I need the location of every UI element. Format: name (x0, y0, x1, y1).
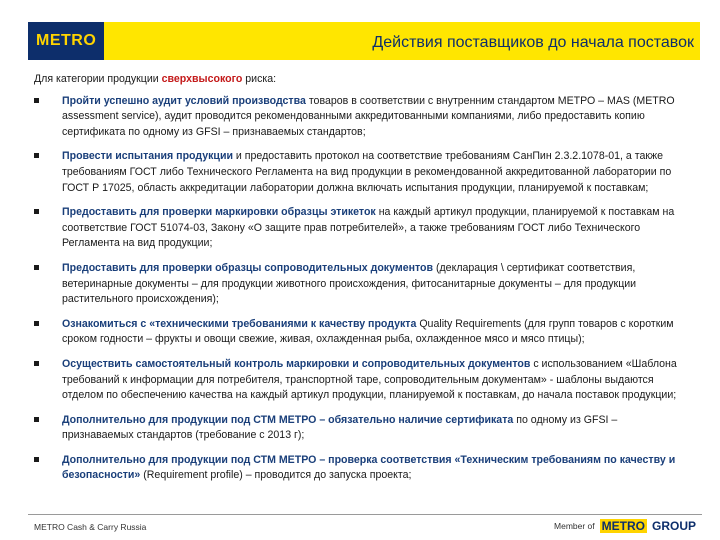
item-lead: Дополнительно для продукции под СТМ МЕТРО – проверка соответствия «Техническим требованиям по качеству и безопасности» (62, 453, 676, 482)
list-item (34, 453, 684, 484)
metro-logo (28, 22, 104, 60)
list-item (34, 261, 684, 308)
bullet-square-icon (34, 417, 39, 422)
footer-brand (554, 519, 696, 533)
intro-highlight: сверхвысокого (161, 73, 243, 85)
list-item (34, 94, 684, 141)
bullet-square-icon (34, 457, 39, 462)
metro-group-logo-group: GROUP (651, 519, 696, 533)
intro-prefix: Для категории продукции (34, 73, 159, 85)
item-lead: Провести испытания продукции (62, 150, 233, 163)
list-item (34, 149, 684, 196)
page-title: Действия поставщиков до начала поставок (372, 34, 694, 51)
bullet-square-icon (34, 361, 39, 366)
logo-text: METRO (36, 32, 97, 49)
intro-suffix: риска: (245, 73, 277, 85)
item-lead: Предоставить для проверки образцы сопроводительных документов (62, 261, 434, 274)
list-item (34, 317, 684, 348)
list-item (34, 357, 684, 404)
metro-group-logo-metro: METRO (601, 519, 645, 533)
item-lead: Пройти успешно аудит условий производства (62, 94, 306, 107)
item-text: по одному из GFSI – признаваемых стандартов (требование с 2013 г); (62, 413, 618, 442)
bullet-square-icon (34, 153, 39, 158)
item-text: Quality Requirements (для групп товаров с коротким сроком годности – фрукты и овощи свежие, живая, охлажденная рыба, охлажденное мясо и мясо птицы); (62, 317, 674, 346)
item-text: на каждый артикул продукции, планируемой к поставкам на соответствие ГОСТ 51074-03, Закону «О защите прав потребителей», а также требованиям ГОСТ либо Технического Регламента на вид продукции; (62, 206, 675, 250)
bullet-square-icon (34, 98, 39, 103)
bullet-square-icon (34, 209, 39, 214)
intro-text (34, 72, 684, 88)
list-item (34, 205, 684, 252)
footer-company: METRO Cash & Carry Russia (34, 522, 147, 532)
item-lead: Осуществить самостоятельный контроль маркировки и сопроводительных документов (62, 357, 531, 370)
item-text: (декларация \ сертификат соответствия, ветеринарные документы – для продукции животного происхождения, фитосанитарные документы – для продукции растительного происхождения); (62, 261, 637, 306)
item-text: и предоставить протокол на соответствие требованиям СанПин 2.3.2.1078-01, а также требованиям ГОСТ либо Технического Регламента на вид продукции в рекомендованной аккредитованной лаборатории по ГОСТ Р 17025, область аккредитации лаборатории должна включать испытания продукции, планируемой к поставкам; (62, 150, 672, 194)
bullet-square-icon (34, 265, 39, 270)
header (0, 0, 720, 62)
item-lead: Дополнительно для продукции под СТМ МЕТРО – обязательно наличие сертификата (62, 413, 514, 426)
requirements-list (34, 94, 684, 484)
main-content (34, 72, 684, 493)
item-lead: Ознакомиться с «техническими требованиями к качеству продукта (62, 317, 417, 330)
item-text: с использованием «Шаблона требований к информации для потребителя, транспортной таре, сопроводительным документам» - шаблоны выдаются отделом по обеспечению качества на каждый артикул продукции, планируемой к поставкам, до начала поставок продукции; (62, 357, 677, 402)
footer-divider (28, 514, 702, 515)
item-lead: Предоставить для проверки маркировки образцы этикеток (62, 206, 376, 219)
item-text: (Requirement profile) – проводится до запуска проекта; (140, 469, 412, 482)
item-text: товаров в соответствии с внутренним стандартом МЕТРО – MAS (METRO assessment service), аудит проводится рекомендованными аккредитованными компаниями, либо предоставить копию сертификата по одному из GFSI – признаваемых стандартов; (62, 94, 675, 138)
footer-member-of: Member of (554, 521, 595, 531)
bullet-square-icon (34, 321, 39, 326)
list-item (34, 413, 684, 444)
